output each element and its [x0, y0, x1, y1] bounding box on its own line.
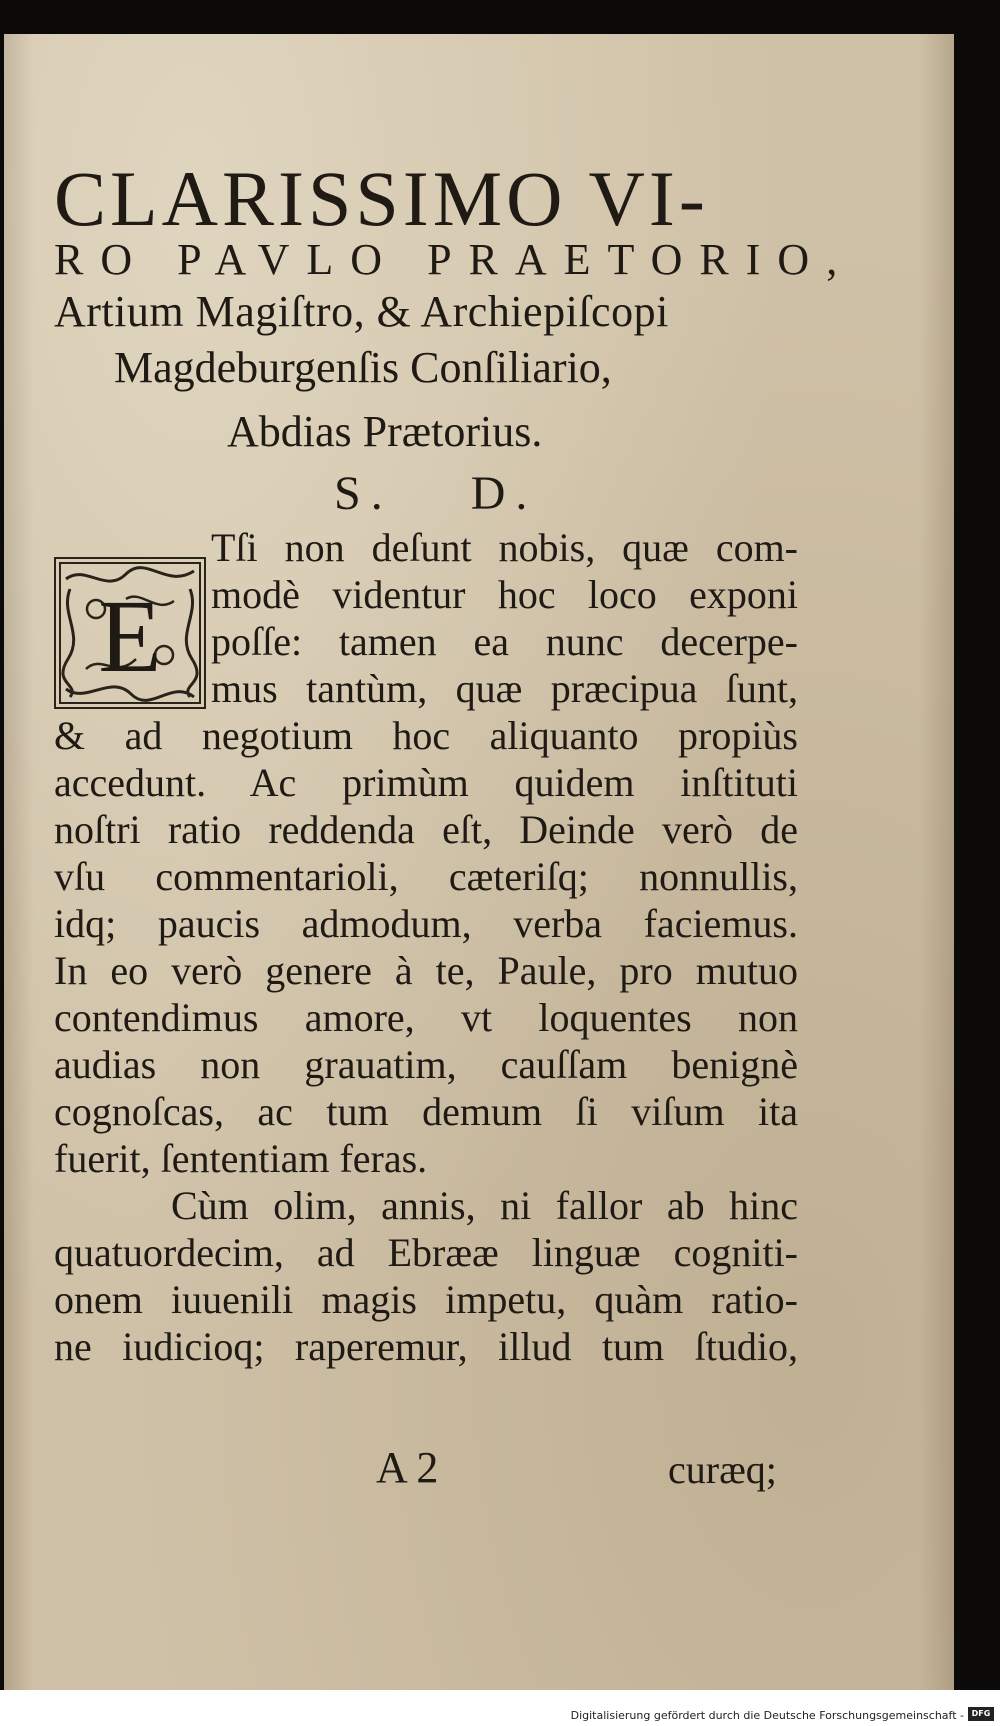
body-line-18: ne iudicioq; raperemur, illud tum ſtudio,: [54, 1324, 798, 1369]
scan-right-edge: [954, 0, 1000, 1690]
body-line-8: vſu commentarioli, cæteriſq; nonnullis,: [54, 854, 798, 899]
body-line-7: noſtri ratio reddenda eſt, Deinde verò de: [54, 807, 798, 852]
body-line-12: audias non grauatim, cauſſam benignè: [54, 1042, 798, 1087]
body-line-17: onem iuuenili magis impetu, quàm ratio-: [54, 1277, 798, 1322]
body-line-14: fuerit, ſententiam feras.: [54, 1136, 428, 1181]
body-line-11: contendimus amore, vt loquentes non: [54, 995, 798, 1040]
body-line-10: In eo verò genere à te, Paule, pro mutuo: [54, 948, 798, 993]
footer-credit: Digitalisierung gefördert durch die Deutsche Forschungsgemeinschaft -: [570, 1709, 964, 1722]
dfg-logo-icon: DFG: [968, 1707, 994, 1721]
signature-mark: A 2: [376, 1443, 439, 1492]
title-line-1: CLARISSIMO VI-: [54, 155, 709, 242]
decorated-initial: [54, 557, 206, 709]
body-line-15: Cùm olim, annis, ni fallor ab hinc: [171, 1183, 798, 1228]
body-line-2: modè videntur hoc loco exponi: [211, 572, 798, 617]
decorated-initial-ornament-icon: [56, 559, 204, 707]
title-line-3: Artium Magiſtro, & Archiepiſcopi: [54, 287, 669, 336]
title-line-2: RO PAVLO PRAETORIO,: [54, 235, 855, 284]
body-line-16: quatuordecim, ad Ebrææ linguæ cogniti-: [54, 1230, 798, 1275]
initial-letter: E: [98, 579, 162, 694]
book-page: [4, 34, 954, 1690]
salutation: S. D.: [334, 467, 538, 520]
catchword: curæq;: [668, 1447, 777, 1492]
body-line-9: idq; paucis admodum, verba faciemus.: [54, 901, 798, 946]
body-line-4: mus tantùm, quæ præcipua ſunt,: [211, 666, 798, 711]
body-line-5: & ad negotium hoc aliquanto propiùs: [54, 713, 798, 758]
body-line-1: Tſi non deſunt nobis, quæ com-: [211, 525, 798, 570]
body-line-13: cognoſcas, ac tum demum ſi viſum ita: [54, 1089, 798, 1134]
body-line-6: accedunt. Ac primùm quidem inſtituti: [54, 760, 798, 805]
title-line-5: Abdias Prætorius.: [227, 407, 543, 456]
title-line-4: Magdeburgenſis Conſiliario,: [114, 343, 612, 392]
body-line-3: poſſe: tamen ea nunc decerpe-: [211, 619, 798, 664]
